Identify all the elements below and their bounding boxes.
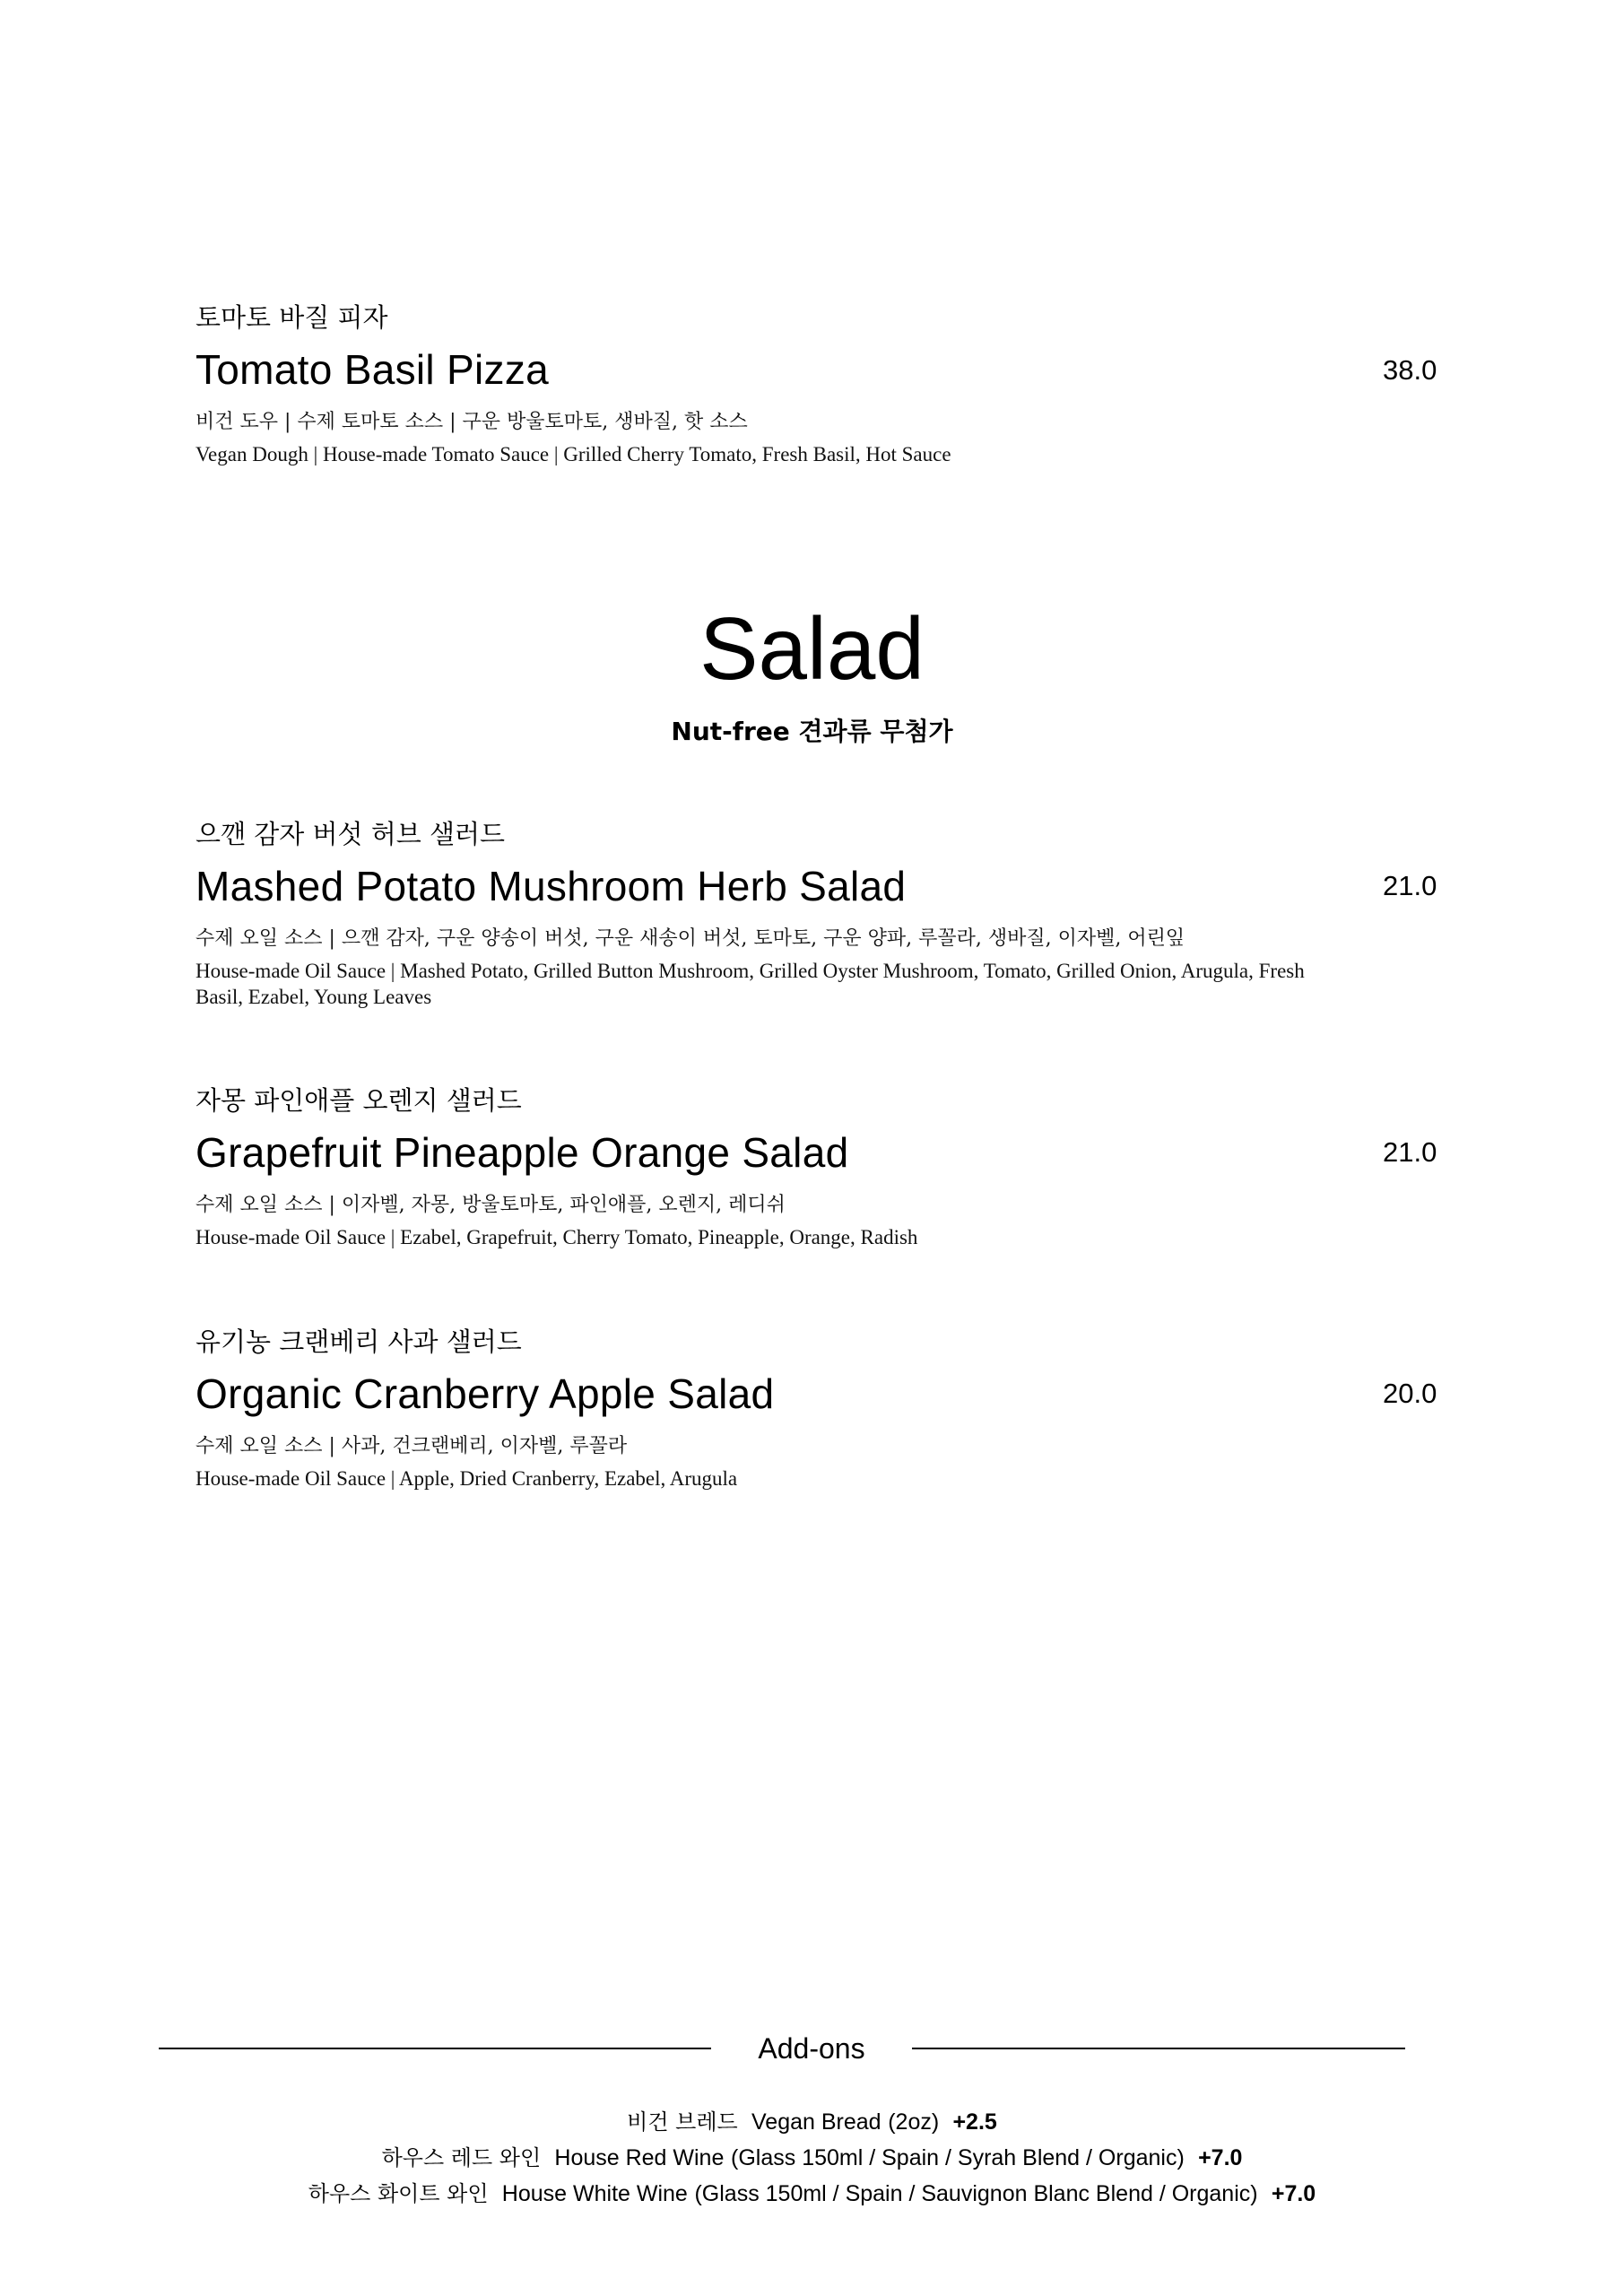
item-name-en: Mashed Potato Mushroom Herb Salad (195, 863, 907, 909)
addon-detail: (Glass 150ml / Spain / Syrah Blend / Organic) (731, 2145, 1185, 2170)
addons-title: Add-ons (758, 2032, 865, 2065)
addon-detail: (2oz) (888, 2109, 940, 2135)
addon-price: +2.5 (952, 2109, 997, 2135)
addon-item (0, 2144, 1624, 2172)
item-description-ko: 수제 오일 소스 | 이자벨, 자몽, 방울토마토, 파인애플, 오렌지, 레디쉬 (195, 1194, 786, 1216)
item-name-ko: 토마토 바질 피자 (195, 302, 388, 333)
item-description-ko: 수제 오일 소스 | 으깬 감자, 구운 양송이 버섯, 구운 새송이 버섯, 토마토, 구운 양파, 루꼴라, 생바질, 이자벨, 어린잎 (195, 927, 1185, 950)
item-name-ko: 유기농 크랜베리 사과 샐러드 (195, 1326, 522, 1357)
item-name-en: Grapefruit Pineapple Orange Salad (195, 1129, 849, 1176)
section-subtitle: Nut-free 견과류 무첨가 (671, 717, 953, 746)
item-description-en: House-made Oil Sauce | Apple, Dried Cranberry, Ezabel, Arugula (195, 1467, 738, 1490)
addon-item (0, 2108, 1624, 2136)
item-description-ko: 비건 도우 | 수제 토마토 소스 | 구운 방울토마토, 생바질, 핫 소스 (195, 411, 748, 433)
addon-price: +7.0 (1198, 2145, 1243, 2170)
addons-divider-right (912, 2048, 1405, 2049)
item-price: 38.0 (1383, 354, 1437, 386)
addon-name-ko: 비건 브레드 (627, 2109, 738, 2135)
item-name-en: Organic Cranberry Apple Salad (195, 1370, 775, 1417)
item-price: 20.0 (1383, 1378, 1437, 1409)
item-description-ko: 수제 오일 소스 | 사과, 건크랜베리, 이자벨, 루꼴라 (195, 1435, 628, 1457)
addon-detail: (Glass 150ml / Spain / Sauvignon Blanc Blend / Organic) (694, 2181, 1258, 2206)
item-description-en: House-made Oil Sauce | Ezabel, Grapefruit, Cherry Tomato, Pineapple, Orange, Radish (195, 1226, 918, 1248)
addon-name-ko: 하우스 화이트 와인 (308, 2181, 489, 2206)
item-description-en: Vegan Dough | House-made Tomato Sauce | Grilled Cherry Tomato, Fresh Basil, Hot Sauce (195, 443, 951, 465)
addon-name-en: House White Wine (501, 2181, 688, 2206)
addon-name-ko: 하우스 레드 와인 (381, 2145, 542, 2170)
section-title: Salad (699, 599, 925, 698)
addon-price: +7.0 (1271, 2181, 1316, 2206)
menu-item-grapefruit-salad (195, 1084, 1451, 1250)
menu-item-tomato-basil-pizza (195, 301, 1451, 467)
item-price: 21.0 (1383, 870, 1437, 901)
menu-item-mashed-potato-salad (195, 818, 1451, 1010)
addons-divider-left (159, 2048, 711, 2049)
addon-name-en: House Red Wine (554, 2145, 725, 2170)
addon-item (0, 2179, 1624, 2208)
menu-item-cranberry-apple-salad (195, 1326, 1451, 1492)
addon-name-en: Vegan Bread (751, 2109, 881, 2135)
item-name-en: Tomato Basil Pizza (195, 346, 549, 393)
item-description-en: House-made Oil Sauce | Mashed Potato, Grilled Button Mushroom, Grilled Oyster Mushroom, Tomato, Grilled Onion, Arugula, Fresh Basil, Ezabel, Young Leaves (195, 960, 1305, 1008)
item-name-ko: 자몽 파인애플 오렌지 샐러드 (195, 1085, 522, 1116)
item-price: 21.0 (1383, 1136, 1437, 1168)
item-name-ko: 으깬 감자 버섯 허브 샐러드 (195, 819, 506, 849)
